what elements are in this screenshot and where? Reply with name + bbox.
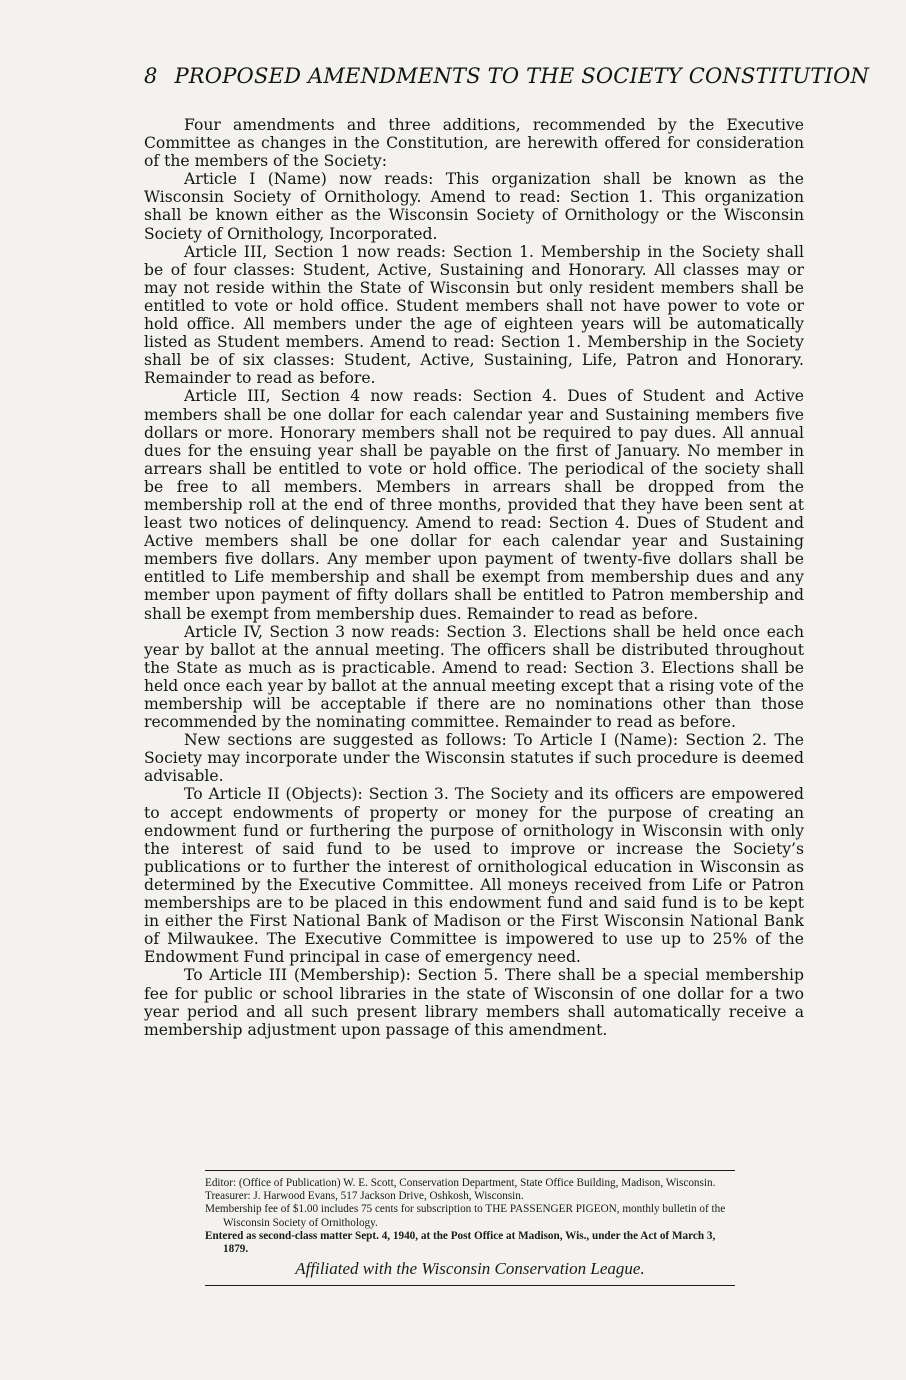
article-iv-section-3-paragraph: Article IV, Section 3 now reads: Section 3. Elections shall be held once each year by ballot at the annual meeting. The officers shall be distributed throughout the State as much as is practicable. Amend to read: Section 3. Elections shall be held once each year by ballot at the annual meeting except that a rising vote of the membership will be acceptable if there are no nominations other than those recommended by the nominating committee. Remainder to read as before. <box>144 622 804 732</box>
intro-paragraph: Four amendments and three additions, recommended by the Executive Committee as changes in the Constitution, are herewith offered for consideration of the members of the Society: <box>144 116 804 171</box>
new-sections-paragraph: New sections are suggested as follows: To Article I (Name): Section 2. The Society may incorporate under the Wisconsin statutes if such procedure is deemed advisable. <box>144 731 804 786</box>
page-number: 8 <box>144 64 158 88</box>
editor-line: Editor: (Office of Publication) W. E. Scott, Conservation Department, State Office Building, Madison, Wisconsin. <box>205 1177 716 1189</box>
amendments-body <box>144 116 804 1039</box>
publication-footer <box>205 1170 735 1286</box>
article-iii-section-4-paragraph: Article III, Section 4 now reads: Section 4. Dues of Student and Active members shall be one dollar for each calendar year and Sustaining members five dollars or more. Honorary members shall not be required to pay dues. All annual dues for the ensuing year shall be payable on the first of January. No member in arrears shall be entitled to vote or hold office. The periodical of the society shall be free to all members. Members in arrears shall be dropped from the membership roll at the end of three months, provided that they have been sent at least two notices of delinquency. Amend to read: Section 4. Dues of Student and Active members shall be one dollar for each calendar year and Sustaining members five dollars. Any member upon payment of twenty-five dollars shall be entitled to Life membership and shall be exempt from membership dues and any member upon payment of fifty dollars shall be entitled to Patron membership and shall be exempt from membership dues. Remainder to read as before. <box>144 387 804 623</box>
article-iii-membership-paragraph: To Article III (Membership): Section 5. There shall be a special membership fee for public or school libraries in the state of Wisconsin of one dollar for a two year period and all such present library members shall automatically receive a membership adjustment upon passage of this amendment. <box>144 966 804 1039</box>
entry-notice-line: Entered as second-class matter Sept. 4, 1940, at the Post Office at Madison, Wis., under the Act of March 3, 1879. <box>205 1229 716 1256</box>
article-iii-section-1-paragraph: Article III, Section 1 now reads: Section 1. Membership in the Society shall be of four classes: Student, Active, Sustaining and Honorary. All classes may or may not reside within the State of Wisconsin but only resident members shall be entitled to vote or hold office. Student members shall not have power to vote or hold office. All members under the age of eighteen years will be automatically listed as Student members. Amend to read: Section 1. Membership in the Society shall be of six classes: Student, Active, Sustaining, Life, Patron and Honorary. Remainder to read as before. <box>144 242 804 388</box>
article-i-paragraph: Article I (Name) now reads: This organization shall be known as the Wisconsin Society of Ornithology. Amend to read: Section 1. This organization shall be known either as the Wisconsin Society of Ornithology or the Wisconsin Society of Ornithology, Incorporated. <box>144 170 804 243</box>
page-header <box>144 64 870 88</box>
membership-fee-line: Membership fee of $1.00 includes 75 cents for subscription to THE PASSENGER PIGEON, monthly bulletin of the Wisconsin Society of Ornithology. <box>205 1203 726 1229</box>
affiliation-line: Affiliated with the Wisconsin Conservation League. <box>295 1259 645 1279</box>
article-ii-objects-paragraph: To Article II (Objects): Section 3. The Society and its officers are empowered to accept endowments of property or money for the purpose of creating an endowment fund or furthering the purpose of ornithology in Wisconsin with only the interest of said fund to be used to improve or increase the Society’s publications or to further the interest of ornithological education in Wisconsin as determined by the Executive Committee. All moneys received from Life or Patron memberships are to be placed in this endowment fund and said fund is to be kept in either the First National Bank of Madison or the First Wisconsin National Bank of Milwaukee. The Executive Committee is impowered to use up to 25% of the Endowment Fund principal in case of emergency need. <box>144 785 804 967</box>
footer-bottom-rule <box>205 1285 735 1286</box>
footer-top-rule <box>205 1170 735 1171</box>
page-title: PROPOSED AMENDMENTS TO THE SOCIETY CONSTITUTION <box>174 64 870 88</box>
treasurer-line: Treasurer: J. Harwood Evans, 517 Jackson Drive, Oshkosh, Wisconsin. <box>205 1190 524 1203</box>
